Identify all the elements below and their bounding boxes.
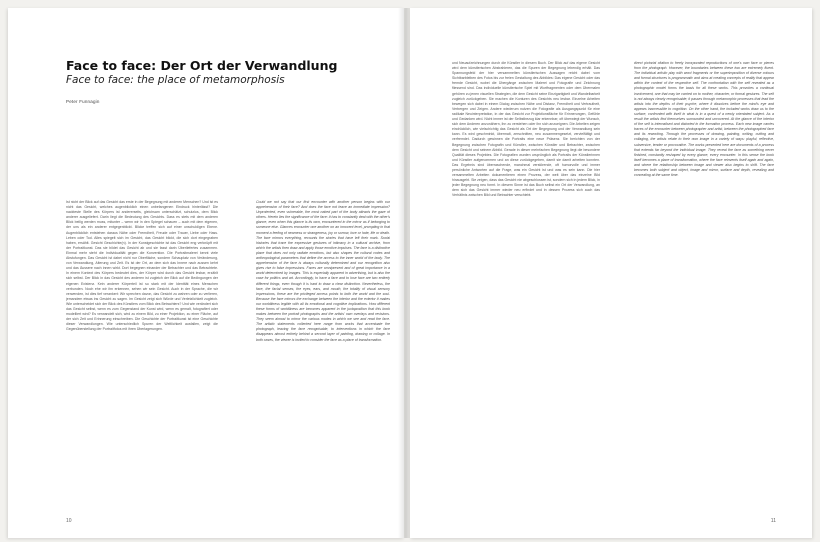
author-name: Peter Funnagin <box>66 99 100 104</box>
english-text-column-right <box>634 61 774 499</box>
english-paragraph-1: Could we not say that our first encounter with another person begins with our apprehension of their face? And does the face not leave an immediate impression? Unprotected, even vulnerable, the most naked part of the body attracts the gaze of others. Herein lies the significance of the face: it has to constantly deal with the other's glance, even when this glance is its own, encountered in the mirror as if belonging to someone else. Glances encounter one another on an innocent level, prompting in that moment a feeling of nearness or strangeness, joy or sorrow, love or hate, life or death. The face mirrors everything, recounts the stories that have left their mark. Social histories that trace the expressive gestures of intimacy in a cultural archive, from which the artists then draw and apply those emotive impulses. The face is a distinctive place that does not only radiate emotions, but also shapes the cultural codes and anthropological parameters that define the access to the inner world of the body. The apprehension of the face is always culturally determined and our recognition also gives rise to false impressions. Faces are omnipresent and of great importance in a world determined by images. This is especially apparent in advertising, but is also the case for politics and art. Accordingly, to have a face and to lose face are two entirely different things, even though it is hard to draw a clear distinction. Nevertheless, the face, the facial senses, the eyes, ears, and mouth, the totality of visual sensory impressions, these are the privileged access points to both the world and the soul. Because the face mirrors the exchange between the interior and the exterior it makes our worldliness legible with all its emotional and cognitive implications. How different these forms of worldliness are becomes apparent in the juxtaposition that this book makes between the portrait photographs and the artists' own overlays and revisions. They seem almost to mirror the various modes in which we see and read the face. The artistic statements collected here range from works that accentuate the photograph, leaving the face recognisable, to interventions in which the face disappears almost entirely behind a second layer of painting, drawing or collage. In both cases, the viewer is invited to consider the face as a place of transformation. <box>256 200 390 342</box>
page-number-right: 11 <box>770 518 776 524</box>
german-paragraph-2: und Neuaufzeichnungen durch die Künstler in diesem Buch. Der Blick auf das eigene Gesicht wird dem künstlerischen Abstrahieren, das die Spuren der Begegnung lebendig erhält. Das Spannungsfeld der hier versammelten künstlerischen Aussagen reicht dabei vom Sichtbarbleiben des Fotos bis zur freien Gestaltung des Abbildes: Das eigene Gesicht oder das fremde Gesicht, wobei die Übergänge zwischen Malerei und Fotografie und Zeichnung fliessend sind. Das individuelle künstlerische Spiel mit Wortfragmenten oder dem Übermalen gehören zu jenen visuellen Strategien, die dem Gesicht seine Einzigartigkeit und Wandelbarkeit zugleich zurückgeben. Sie machen die Konturen des Gesichts neu lesbar. Einzelne Arbeiten bewegen sich dabei in einem Dialog zwischen Nähe und Distanz, Fremdheit und Vertrautheit, Verbergen und Zeigen. Andere wiederum nutzen die Fotografie als Ausgangspunkt für eine radikale Neuinterpretation, in der das Gesicht zur Projektionsfläche für Erinnerungen, Gefühle und Gedanken wird. Nicht immer ist der Selbstbezug klar erkennbar; oft überwiegt der Wunsch, sich dem Anderen anzunähern, ihn zu verstehen oder ihn sich anzueignen. Die Arbeiten zeigen eindrücklich, wie vielschichtig das Gesicht als Ort der Begegnung und der Verwandlung sein kann. Es wird geschminkt, übermalt, zerschnitten, neu zusammengesetzt, vervielfältigt und verfremdet. Dadurch gewinnen die Portraits eine neue Präsenz. Sie berichten von der Begegnung zwischen Fotografin und Künstler, zwischen Künstler und Betrachter, zwischen dem Gesicht und seinem Abbild. Gerade in dieser mehrfachen Begegnung liegt die besondere Qualität dieses Projektes. Die Fotografien wurden ursprünglich als Portraits der Künstlerinnen und Künstler aufgenommen und an diese zurückgegeben, damit sie damit arbeiten konnten. Das Ergebnis sind überraschende, manchmal verstörende, oft humorvolle und immer persönliche Antworten auf die Frage, was ein Gesicht ist und was es sein kann. Die hier versammelten Arbeiten dokumentieren einen Prozess, der weit über das einzelne Bild hinausgeht. Sie zeigen, dass das Gesicht nie abgeschlossen ist, sondern sich in jedem Blick, in jeder Begegnung neu formt. In diesem Sinne ist das Buch selbst ein Ort der Verwandlung, an dem sich das Gesicht immer wieder neu erfindet und in dessen Prozess sich auch das Verhältnis zwischen Bild und Betrachter verschiebt. <box>452 61 600 198</box>
german-text-column-left <box>66 200 218 493</box>
german-paragraph-1: Ist nicht der Blick auf das Gesicht das erste in der Begegnung mit anderen Menschen? Und ist es nicht das Gesicht, welches augenblicklich einen unbefangenen Eindruck hinterlässt? Die nackteste Stelle des Körpers ist andererseits, gleichsam unterschätzt, schutzlos, dem Blick anderer ausgeliefert. Darin liegt die Bedeutung des Gesichts. Dass es stets mit dem anderen Blick beilig werden muss, mitunter – wenn wir in den Spiegel schauen – auch mit dem eigenen, der uns als ein anderer entgegenblickt. Blicke treffen sich auf einer unschuldigen Ebene. Augenblicklich entstehen daraus Nähe oder Fremdheit, Freude oder Trauer, Liebe oder Hass. Leben oder Tod. Alles spiegelt sich im Gesicht, das Gesicht blickt, die sich dort eingegraben haben, ersählt. Gesicht Geschichte(n). In der Kunstgeschichte ist das Gesicht eng verknüpft mit der Portraitkunst. Das sie bildet das Gesicht ab und sie fasst darin Überliefertes zusammen. Einmal mehr steht die Individualität gegen die Konvention. Die Portraitmalerei kennt viele Abstufungen. Das Gesicht ist dabei nicht nur Oberfläche, sondern Schauplatz von Veränderung, von Verwandlung, Alterung und Zeit. Es ist der Ort, an dem sich das Innere nach aussen kehrt und das Äussere nach innen wirkt. Dort begegnen einander der Betrachter und das Betrachtete. In einem Kontext des Körpers bedeutet dies, der Körper wird durch das Gesicht lesbar, erzählt sich selbst. Der Blick in das Gesicht des anderen ist zugleich der Blick auf die Bedingungen der eigenen Existenz. Kein anderer Körperteil ist so stark mit der Identität eines Menschen verbunden. Noch ehe wir ihn erkennen, sehen wir sein Gesicht. Auch in der Sprache, die wir verwenden, ist dies tief verankert: Wir sprechen davon, das Gesicht zu wahren oder zu verlieren, jemandem etwas ins Gesicht zu sagen. Im Gesicht zeigt sich Würde und Verletzlichkeit zugleich. Wie unterscheidet sich der Blick des Künstlers vom Blick des Betrachters? Und wie verändert sich das Gesicht selbst, wenn es zum Gegenstand der Kunst wird, wenn es gemalt, fotografiert oder modelliert wird? Es verwandelt sich, wird zu einem Bild, zu einer Projektion, zu einer Fläche, auf der sich Zeit und Erinnerung einschreiben. Die Geschichte der Portraitkunst ist eine Geschichte dieser Verwandlungen. Wie unterschiedlich Spuren der Weltlichkeit ausfallen, zeigt die Gegenüberstellung der Portraitfotos mit ihren Überlagerungen. <box>66 200 218 332</box>
article-title: Face to face: Der Ort der Verwandlung <box>66 58 338 73</box>
article-subtitle: Face to face: the place of metamorphosis <box>66 74 285 86</box>
english-paragraph-2: direct pictorial citation to freely incorporated reproductions of one's own face or pieces from the photograph. However, the boundaries between these two are extremely fluent. The individual artistic play with word fragments or the superimposition of diverse colours and formal structures is programmatic and aims at creating concepts of reality that appear within the context of the respective self. The confrontation with the self revealed as a photographic model forms the basis for all these works. This provokes a continual involvement, one that may be carried on to mother, character, or formal gestures. The self is not always clearly recognisable; it passes through metamorphic processes that lead the artists into the depths of their psyche, where it dissolves before the mind's eye and appears inaccessible to cognition. On the other hand, the included works draw us to the surface, confronted with itself in what is in a quest of a newly orientated subject. As a result the artists find themselves surrounded and uncovered. At the glance of the interior of the self is internalised and distorted in the formation process. Each new image carries traces of the encounter between photographer and artist, between the photographed face and its reworking. Through the processes of drawing, painting, writing, cutting and collaging, the artists relate to their own image in a variety of ways: playful, reflective, subversive, tender or provocative. The works presented here are documents of a process that extends far beyond the individual image. They reveal the face as something never finished, constantly reshaped by every glance, every encounter. In this sense the book itself becomes a place of transformation, where the face reinvents itself again and again, and where the relationship between image and viewer also begins to shift. The face becomes both subject and object, image and mirror, surface and depth, revealing and concealing at the same time. <box>634 61 774 178</box>
english-text-column-middle <box>256 200 390 505</box>
german-text-column-right <box>452 61 600 499</box>
right-page <box>410 8 812 538</box>
page-number-left: 10 <box>66 518 72 524</box>
left-page <box>8 8 404 538</box>
